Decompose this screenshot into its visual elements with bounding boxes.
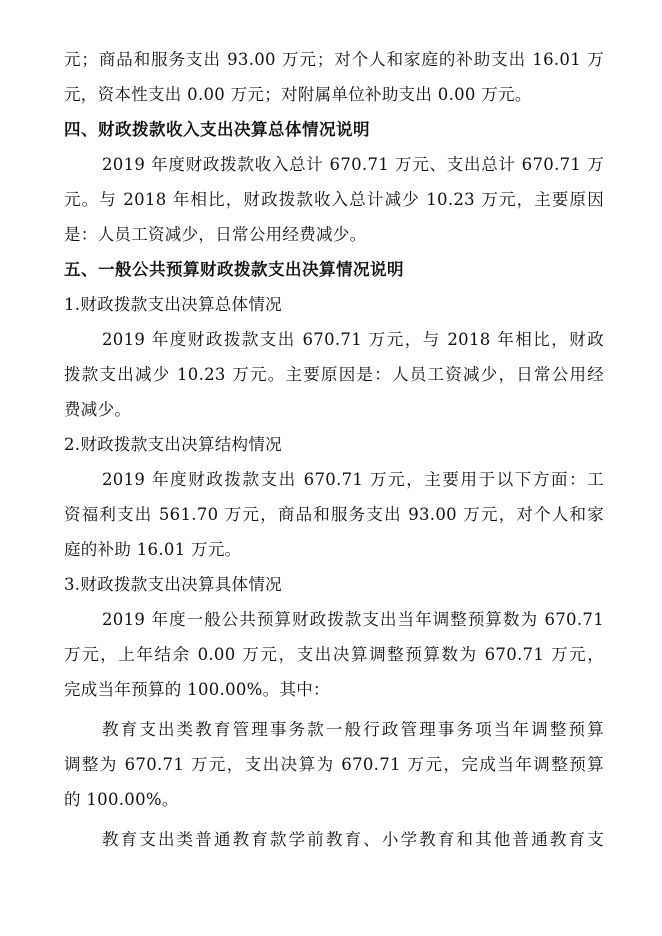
paragraph-line: 2019 年度财政拨款支出 670.71 万元，与 2018 年相比，财政 <box>102 330 604 349</box>
paragraph-line: 费减少。 <box>64 400 132 419</box>
subsection-heading: 3.财政拨款支出决算具体情况 <box>64 575 282 594</box>
paragraph-line: 2019 年度财政拨款支出 670.71 万元，主要用于以下方面：工 <box>102 470 604 489</box>
paragraph-line: 2019 年度一般公共预算财政拨款支出当年调整预算数为 670.71 <box>102 610 604 629</box>
paragraph-line: 万元，上年结余 0.00 万元，支出决算调整预算数为 670.71 万元， <box>64 645 604 664</box>
paragraph-line: 的 100.00%。 <box>64 790 179 809</box>
paragraph-line: 完成当年预算的 100.00%。其中： <box>64 680 330 699</box>
section-heading: 五、一般公共预算财政拨款支出决算情况说明 <box>64 260 404 279</box>
paragraph-line: 是：人员工资减少，日常公用经费减少。 <box>64 225 367 244</box>
paragraph-line: 调整为 670.71 万元，支出决算为 670.71 万元，完成当年调整预算 <box>64 755 604 774</box>
paragraph-line: 教育支出类普通教育款学前教育、小学教育和其他普通教育支 <box>102 830 604 849</box>
paragraph-line: 教育支出类教育管理事务款一般行政管理事务项当年调整预算 <box>102 720 604 739</box>
paragraph-line: 拨款支出减少 10.23 万元。主要原因是：人员工资减少，日常公用经 <box>64 365 604 384</box>
paragraph-line: 元，资本性支出 0.00 万元；对附属单位补助支出 0.00 万元。 <box>64 85 532 104</box>
section-heading: 四、财政拨款收入支出决算总体情况说明 <box>64 120 370 139</box>
subsection-heading: 1.财政拨款支出决算总体情况 <box>64 295 282 314</box>
subsection-heading: 2.财政拨款支出决算结构情况 <box>64 435 282 454</box>
paragraph-line: 2019 年度财政拨款收入总计 670.71 万元、支出总计 670.71 万 <box>102 155 604 174</box>
paragraph-line: 资福利支出 561.70 万元，商品和服务支出 93.00 万元，对个人和家 <box>64 505 604 524</box>
paragraph-line: 元。与 2018 年相比，财政拨款收入总计减少 10.23 万元，主要原因 <box>64 190 604 209</box>
paragraph-line: 元；商品和服务支出 93.00 万元；对个人和家庭的补助支出 16.01 万 <box>64 50 604 69</box>
paragraph-line: 庭的补助 16.01 万元。 <box>64 540 242 559</box>
